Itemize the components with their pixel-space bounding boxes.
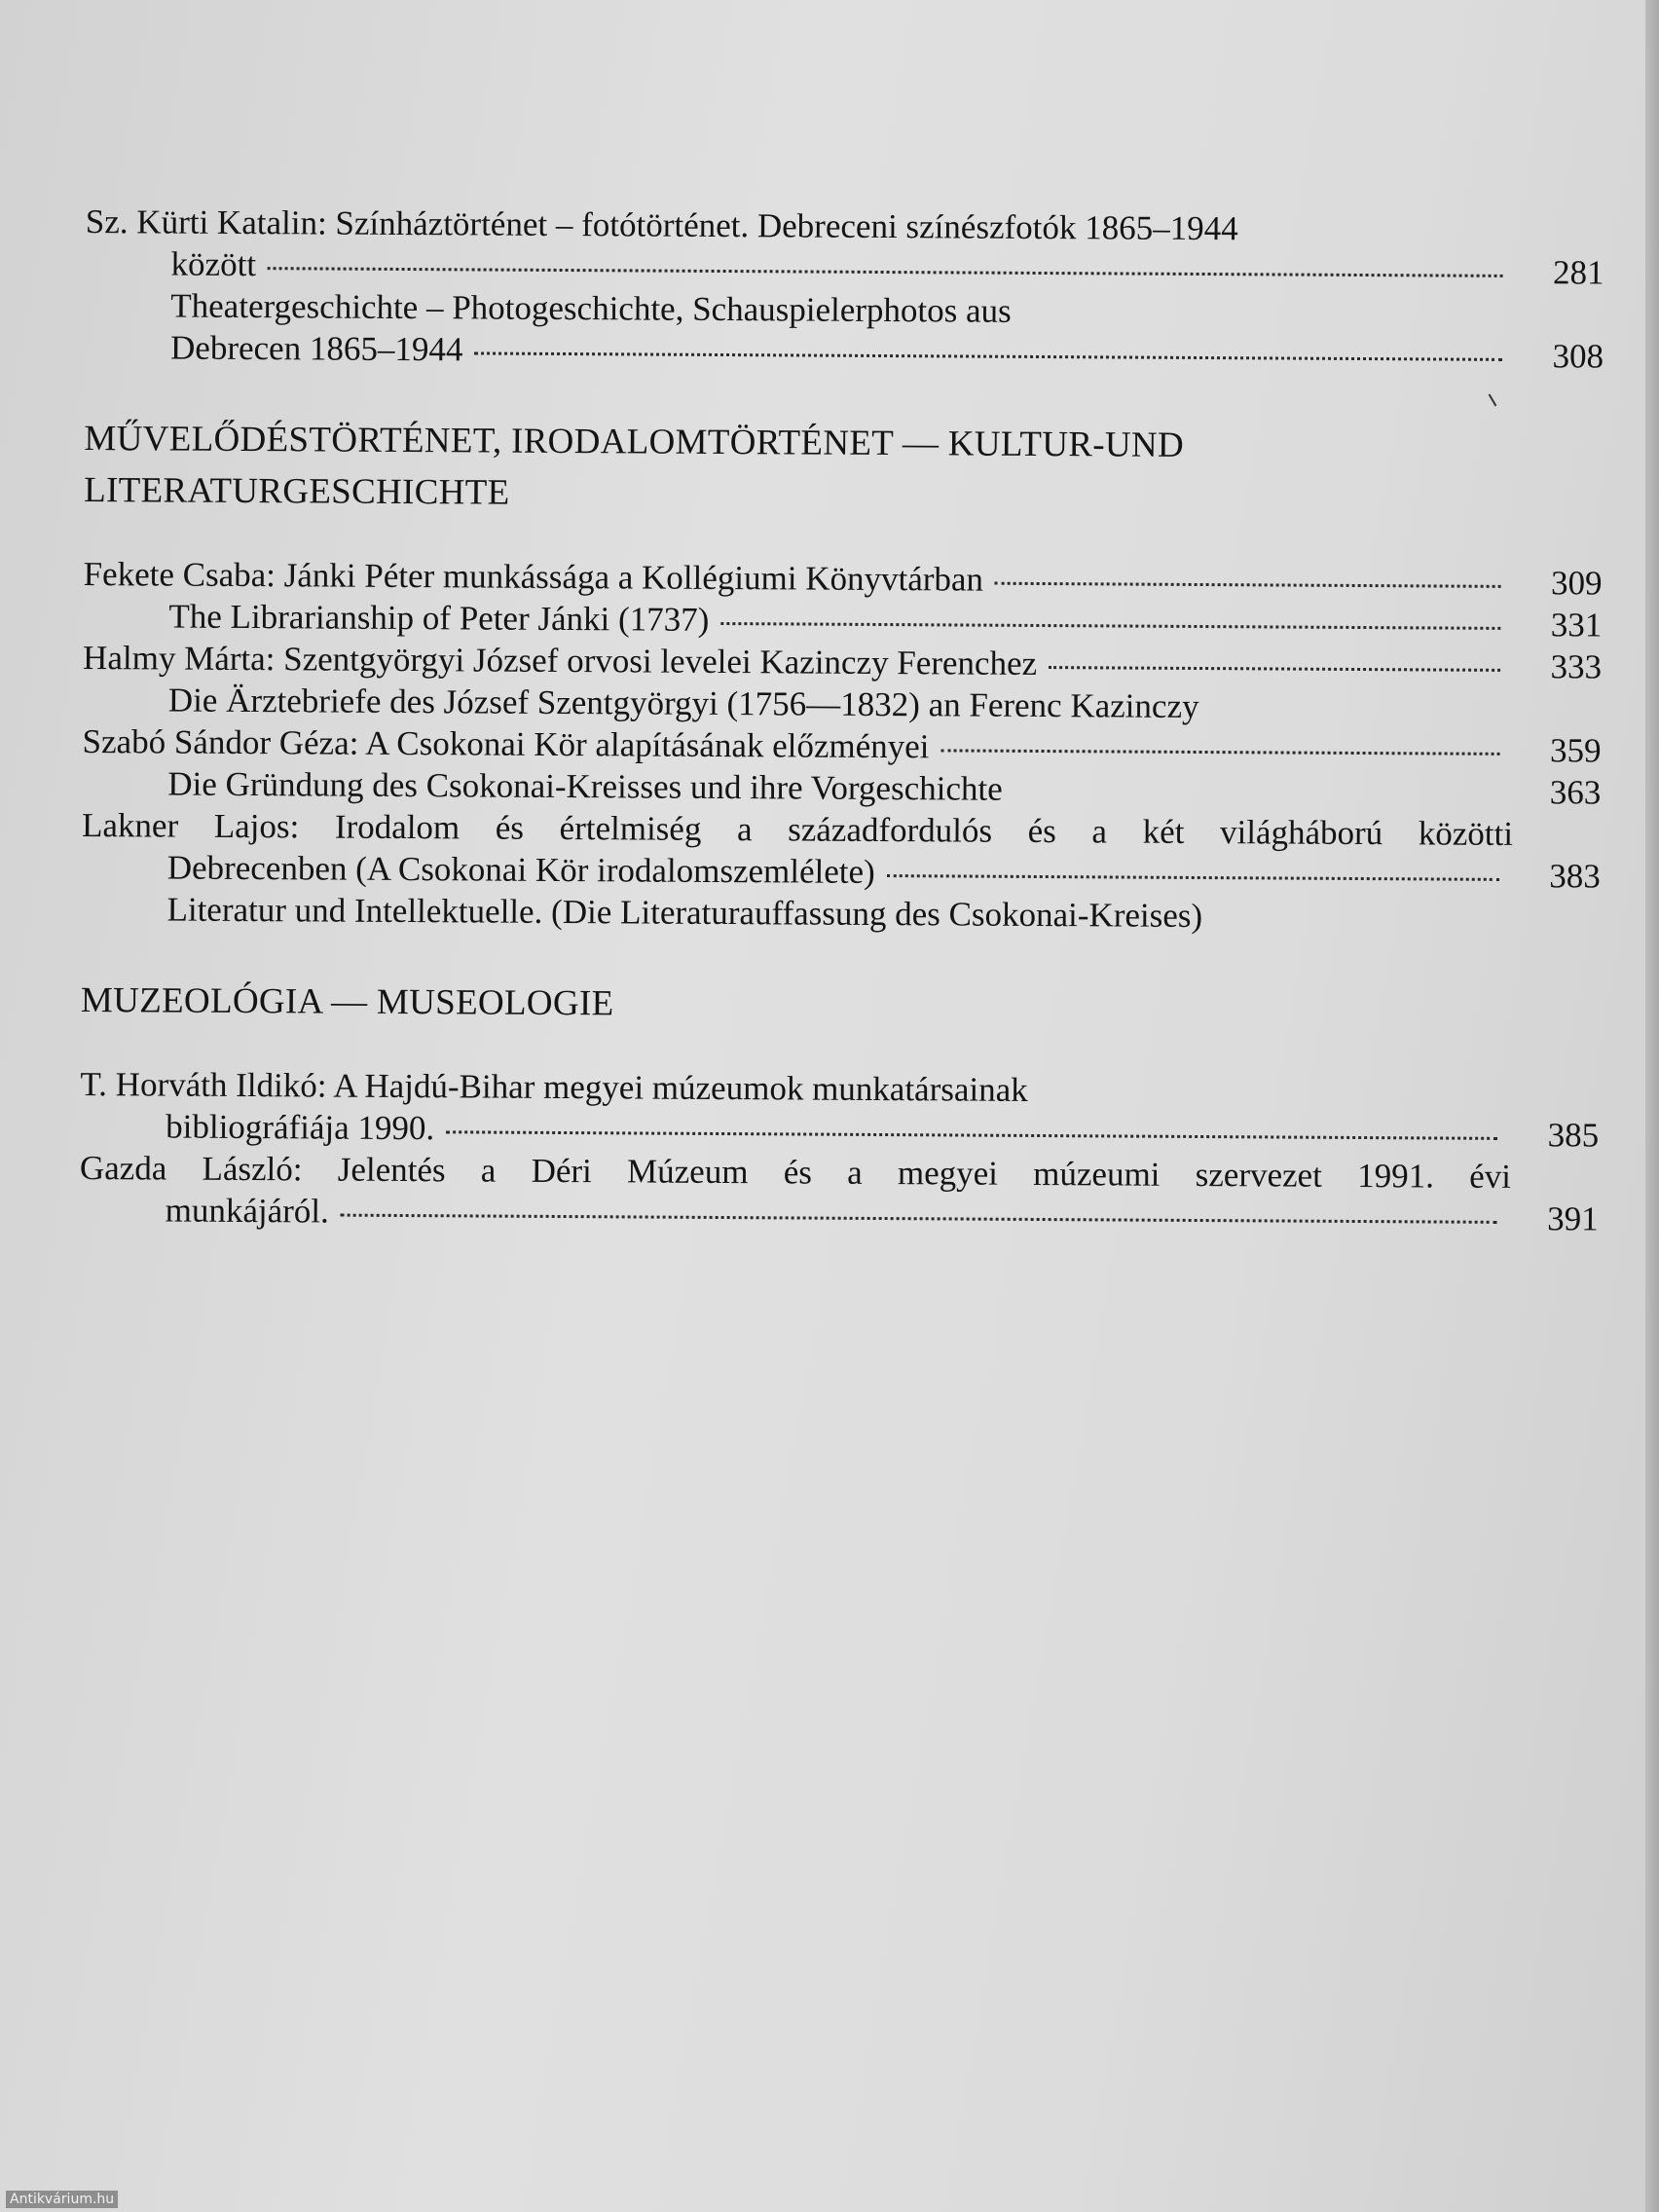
page-number: 359: [1549, 731, 1602, 770]
dot-leader: [720, 622, 1500, 630]
toc-entry: Szabó Sándor Géza: A Csokonai Kör alapításának előzményei 359: [82, 721, 1602, 770]
page-number: 309: [1551, 564, 1603, 603]
toc-entry: Gazda László: Jelentés a Déri Múzeum és a megyei múzeumi szervezet 1991. évi: [79, 1148, 1512, 1196]
dot-leader: [474, 351, 1502, 360]
page-edge: [1645, 0, 1659, 2212]
toc-entry-translation: Theatergeschichte – Photogeschichte, Schauspielerphotos aus: [170, 286, 1012, 330]
toc-entry-translation: Literatur und Intellektuelle. (Die Literaturauffassung des Csokonai-Kreises): [166, 890, 1203, 936]
table-of-contents: [80, 201, 1604, 1240]
dot-leader: [446, 1130, 1497, 1140]
toc-entry-continuation: Debrecenben (A Csokonai Kör irodalomszemlélete) 383: [166, 848, 1601, 896]
toc-entry-translation: The Librarianship of Peter Jánki (1737) 331: [168, 597, 1603, 645]
toc-entry-continuation: bibliográfiája 1990. 385: [166, 1107, 1600, 1155]
page-number: 281: [1552, 253, 1604, 292]
toc-entry: Fekete Csaba: Jánki Péter munkássága a Kollégiumi Könyvtárban 309: [83, 554, 1603, 603]
dot-leader: [995, 582, 1501, 588]
dot-leader: [341, 1214, 1497, 1224]
toc-entry-translation-continuation: Debrecen 1865–1944 308: [169, 328, 1604, 376]
dot-leader: [887, 874, 1499, 881]
page-number: 391: [1547, 1199, 1599, 1238]
page-number: 363: [1549, 773, 1602, 812]
page-number: 331: [1550, 606, 1603, 645]
dot-leader: [940, 749, 1499, 756]
toc-entry-translation: Die Ärztebriefe des József Szentgyörgyi (1756—1832) an Ferenc Kazinczy: [167, 681, 1199, 725]
dot-leader: [268, 267, 1503, 277]
page-number: 385: [1547, 1116, 1600, 1155]
page-number: 383: [1549, 857, 1601, 896]
page-number: 308: [1552, 337, 1604, 376]
section-heading: MŰVELŐDÉSTÖRTÉNET, IRODALOMTÖRTÉNET — KULTUR-UND LITERATURGESCHICHTE: [84, 418, 1185, 513]
page-number: 333: [1550, 647, 1603, 686]
toc-entry-translation: Die Gründung des Csokonai-Kreisses und ihre Vorgeschichte 363: [167, 764, 1602, 812]
toc-entry-title: Sz. Kürti Katalin: Színháztörténet – fotótörténet. Debreceni színészfotók 1865–1944: [85, 202, 1238, 248]
dot-leader: [1049, 666, 1500, 672]
toc-entry-continuation: munkájáról. 391: [165, 1191, 1599, 1238]
watermark-credit: Antikvárium.hu: [6, 2191, 118, 2208]
toc-entry: T. Horváth Ildikó: A Hajdú-Bihar megyei múzeumok munkatársainak: [80, 1064, 1028, 1109]
toc-entry: Lakner Lajos: Irodalom és értelmiség a századfordulós és a két világháború közötti: [81, 805, 1514, 853]
toc-entry: Halmy Márta: Szentgyörgyi József orvosi levelei Kazinczy Ferenchez 333: [83, 638, 1603, 686]
section-heading: MUZEOLÓGIA — MUSEOLOGIE: [80, 979, 614, 1024]
toc-entry-continuation: között 281: [170, 244, 1604, 292]
